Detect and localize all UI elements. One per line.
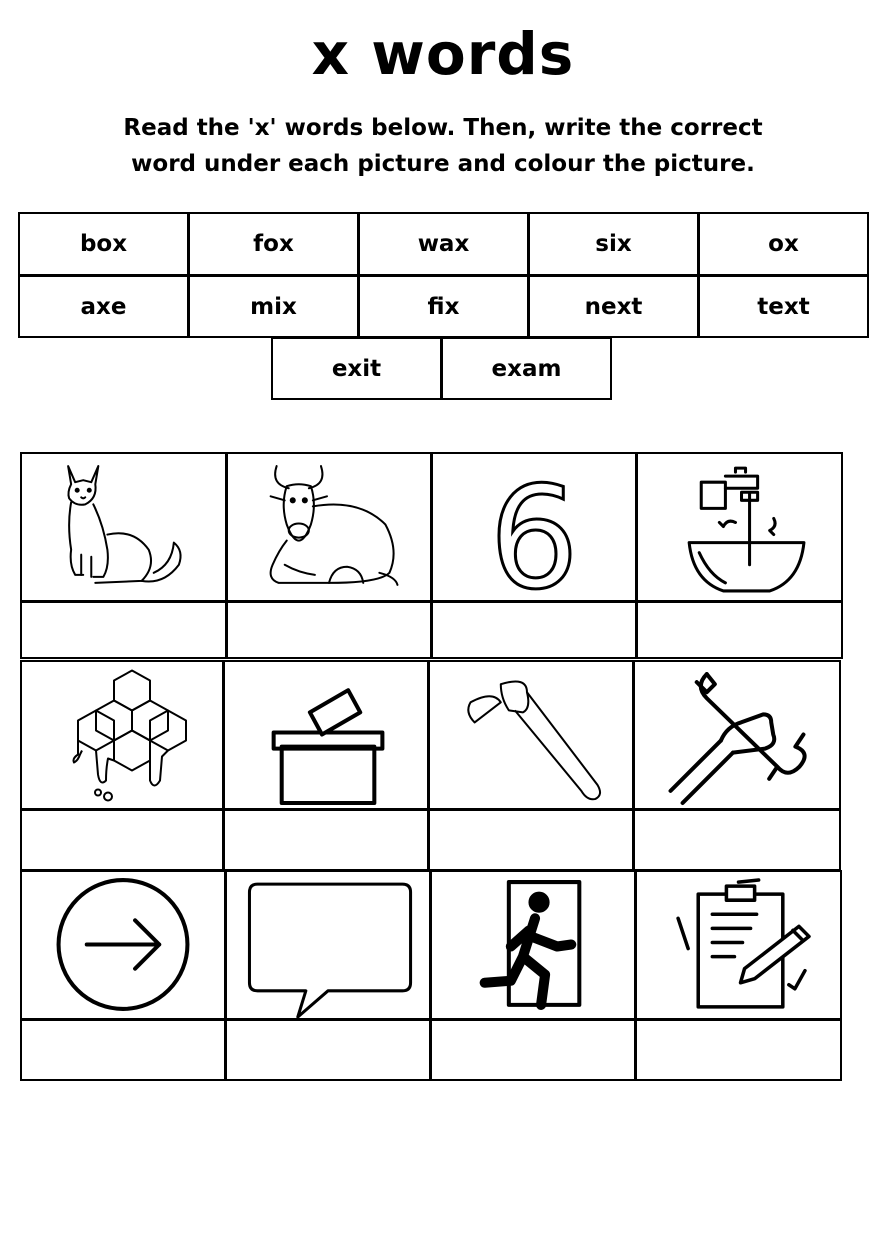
picture-cell-9 [20, 870, 226, 1020]
answer-box-2[interactable] [226, 601, 432, 659]
word-box: fox [188, 212, 359, 276]
word-box: exam [441, 337, 612, 400]
answer-box-6[interactable] [223, 809, 429, 871]
word-box: text [698, 275, 869, 338]
answer-box-5[interactable] [20, 809, 224, 871]
page-title: x words [311, 20, 575, 88]
picture-cell-5 [20, 660, 224, 810]
exam-icon [637, 872, 840, 1018]
word-box: box [18, 212, 189, 276]
fox-icon [22, 454, 225, 600]
text-bubble-icon [227, 872, 429, 1018]
picture-cell-11 [430, 870, 636, 1020]
picture-cell-6 [223, 660, 429, 810]
answer-box-1[interactable] [20, 601, 227, 659]
picture-cell-7 [428, 660, 634, 810]
answer-box-12[interactable] [635, 1019, 842, 1081]
answer-box-3[interactable] [431, 601, 637, 659]
picture-cell-2 [226, 452, 432, 602]
fix-icon [635, 662, 839, 808]
word-box: six [528, 212, 699, 276]
word-box: mix [188, 275, 359, 338]
answer-box-11[interactable] [430, 1019, 636, 1081]
box-icon [225, 662, 427, 808]
wax-icon [22, 662, 222, 808]
word-box: next [528, 275, 699, 338]
answer-box-7[interactable] [428, 809, 634, 871]
picture-cell-4 [636, 452, 843, 602]
picture-cell-3 [431, 452, 637, 602]
exit-icon [432, 872, 634, 1018]
six-icon [433, 454, 635, 600]
ox-icon [228, 454, 430, 600]
picture-cell-8 [633, 660, 841, 810]
mix-icon [638, 454, 841, 600]
word-box: axe [18, 275, 189, 338]
answer-box-10[interactable] [225, 1019, 431, 1081]
picture-cell-10 [225, 870, 431, 1020]
word-box: fix [358, 275, 529, 338]
next-arrow-icon [22, 872, 224, 1018]
answer-box-4[interactable] [636, 601, 843, 659]
word-box: wax [358, 212, 529, 276]
picture-cell-12 [635, 870, 842, 1020]
instructions: Read the 'x' words below. Then, write the correct word under each picture and colour the picture. [123, 115, 763, 177]
svg-text:6: 6 [489, 456, 579, 600]
picture-cell-1 [20, 452, 227, 602]
answer-box-9[interactable] [20, 1019, 226, 1081]
answer-box-8[interactable] [633, 809, 841, 871]
word-box: ox [698, 212, 869, 276]
word-box: exit [271, 337, 442, 400]
axe-icon [430, 662, 632, 808]
